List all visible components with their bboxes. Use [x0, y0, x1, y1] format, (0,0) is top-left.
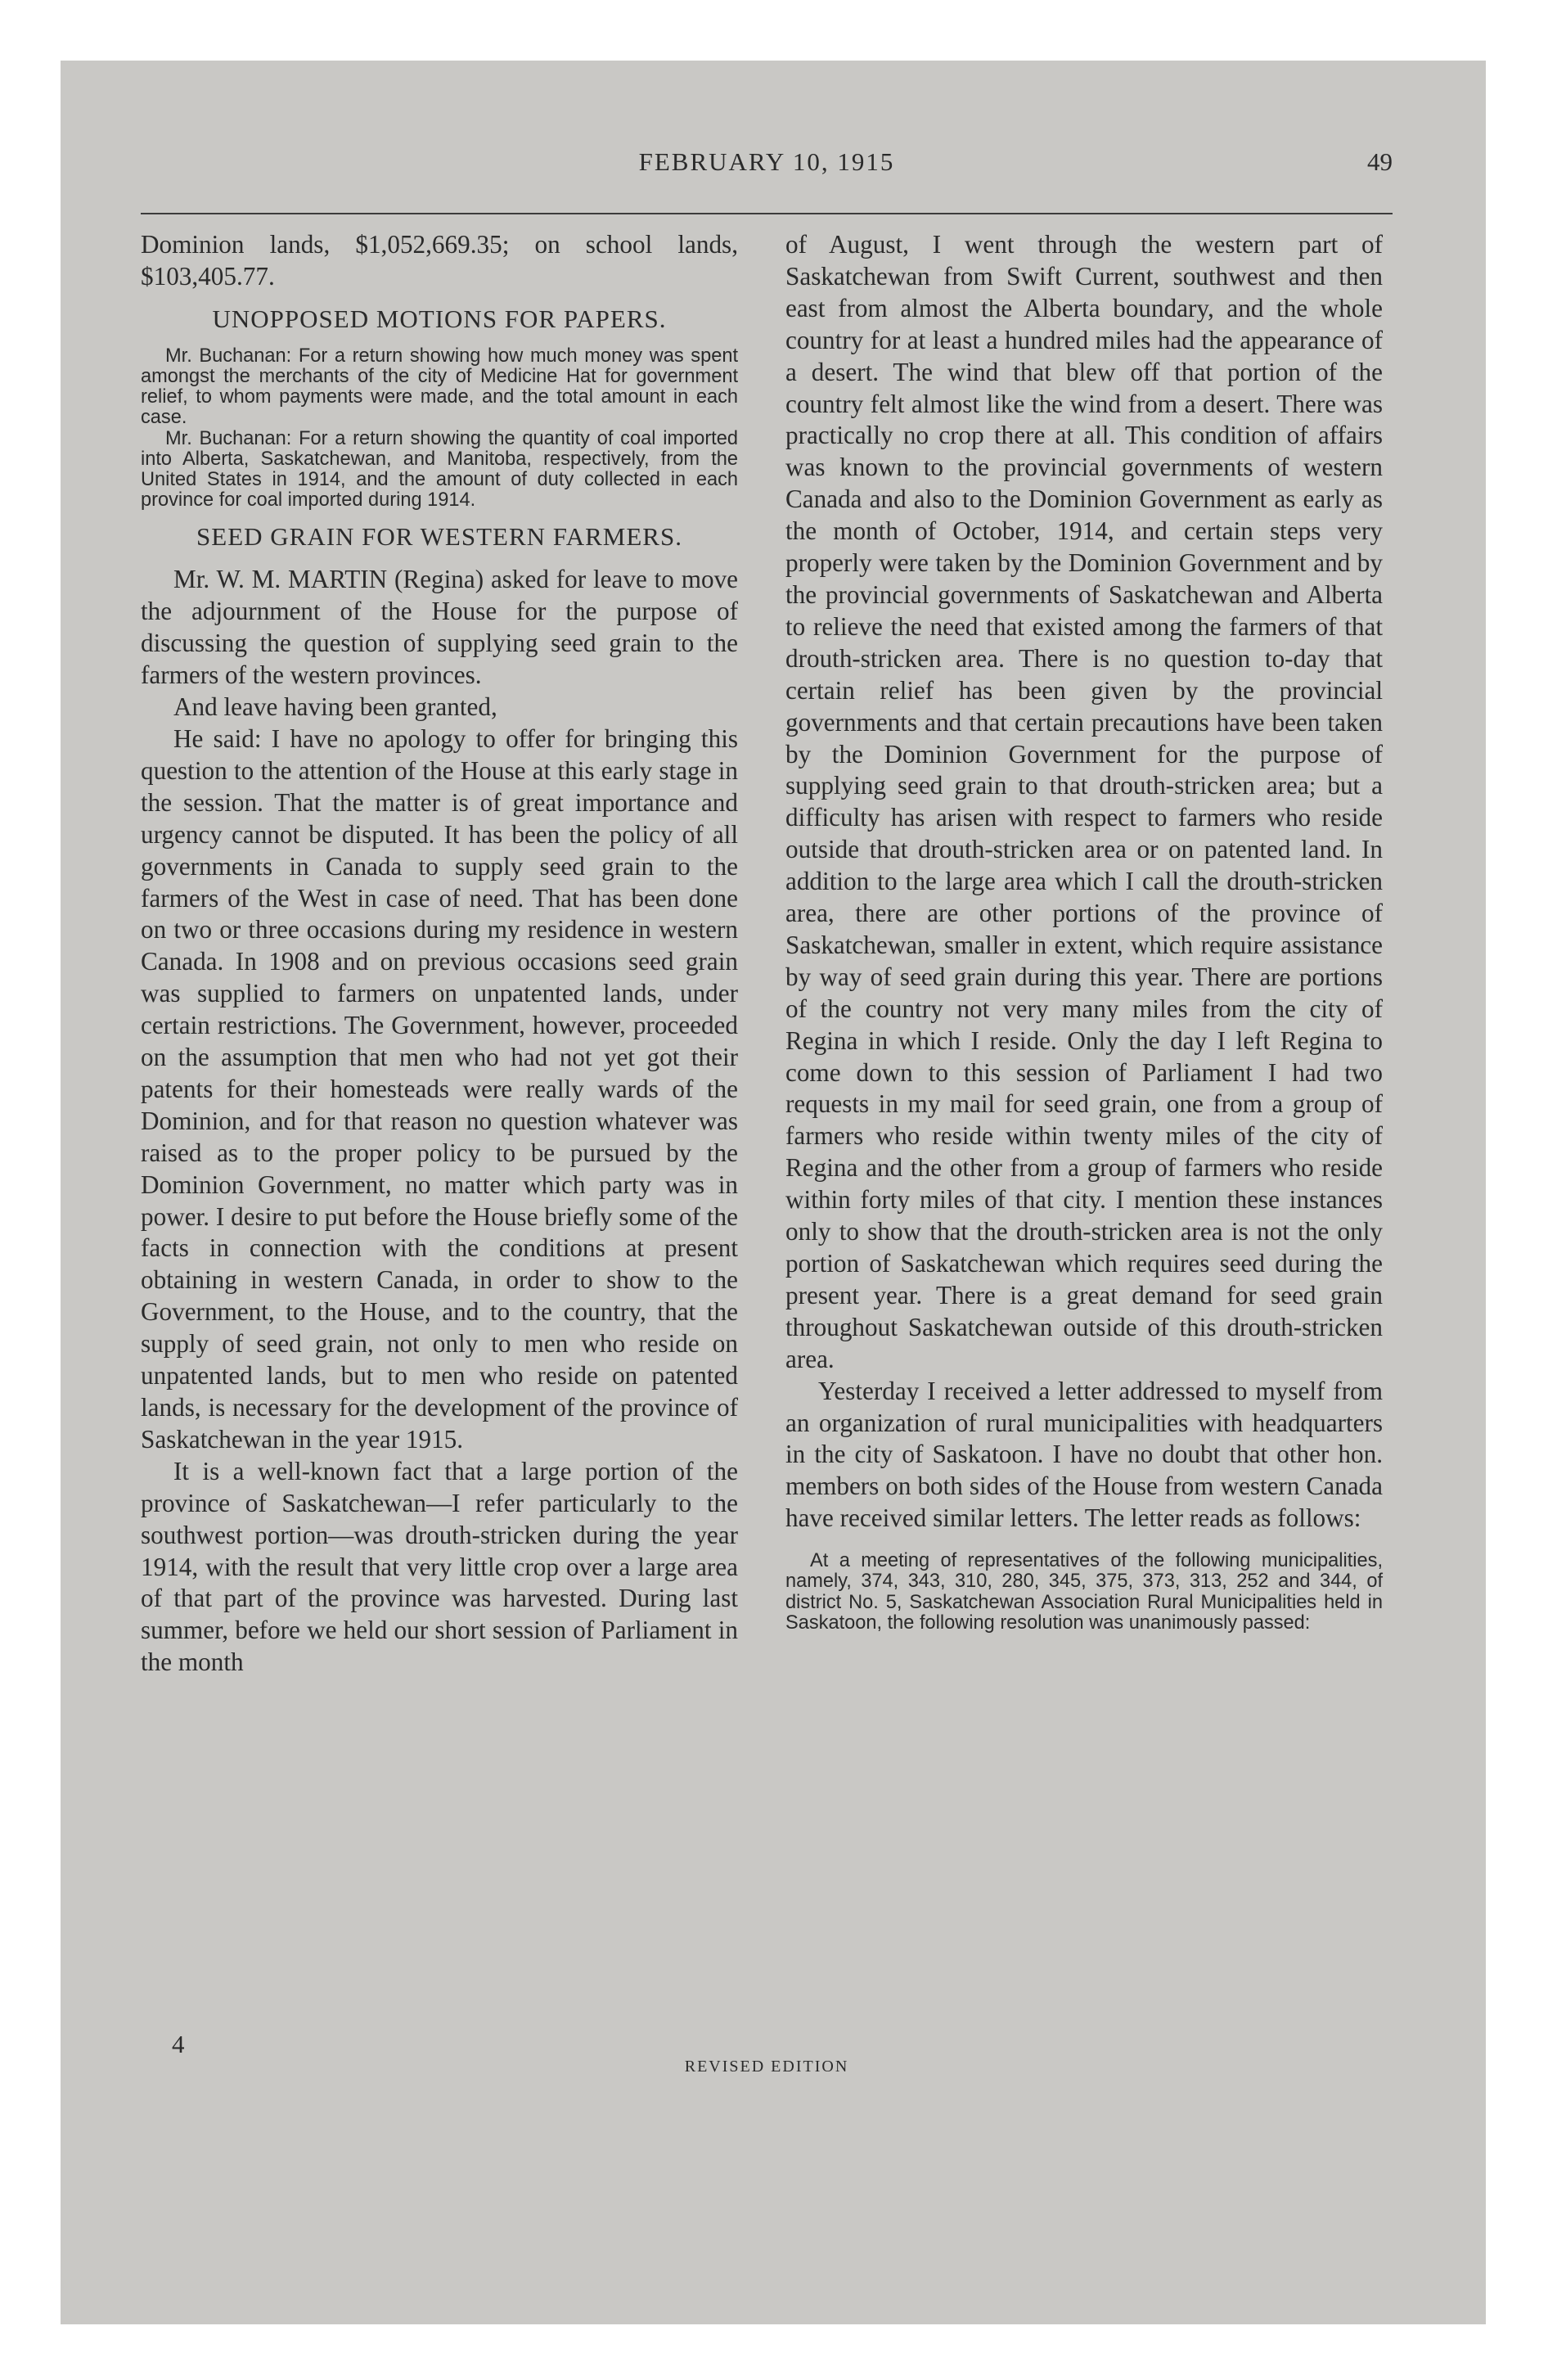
paragraph: Yesterday I received a letter addressed to myself from an organization of rural municipalities with headquarters in the city of Saskatoon. I have no doubt that other hon. members on both sides of the House from western Canada have received similar letters. The letter reads as follows: [785, 1376, 1383, 1533]
motion-text: Mr. Buchanan: For a return showing the quantity of coal imported into Alberta, Saskatchewan, and Manitoba, respectively, from the United States in 1914, and the amount of duty collected in each province for coal imported during 1914. [141, 427, 738, 512]
section-heading: SEED GRAIN FOR WESTERN FARMERS. [196, 522, 682, 552]
paragraph: Mr. W. M. MARTIN (Regina) asked for leave to move the adjournment of the House for the purpose of discussing the question of supplying seed grain to the farmers of the western provinces. [141, 565, 738, 690]
motion-text: Mr. Buchanan: For a return showing how much money was spent amongst the merchants of the city of Medicine Hat for government relief, to whom payments were made, and the total amount in each case. [141, 345, 738, 429]
document-page [141, 137, 1393, 2274]
page-header [141, 147, 1393, 188]
paragraph: of August, I went through the western part of Saskatchewan from Swift Current, southwest and then east from almost the Alberta boundary, and the whole country for at least a hundred miles had the appearance of a desert. The wind that blew off that portion of the country felt almost like the wind from a desert. There was practically no crop there at all. This condition of affairs was known to the provincial governments of western Canada and also to the Dominion Government as early as the month of October, 1914, and certain steps very properly were taken by the Dominion Government and by the provincial governments of Saskatchewan and Alberta to relieve the need that existed among the farmers of that drouth-stricken area. There is no question to-day that certain relief has been given by the provincial governments and that certain precautions have been taken by the Dominion Government for the purpose of supplying seed grain to that drouth-stricken area; but a difficulty has arisen with respect to farmers who reside outside that drouth-stricken area or on patented land. In addition to the large area which I call the drouth-stricken area, there are other portions of the province of Saskatchewan, smaller in extent, which require assistance by way of seed grain during this year. There are portions of the country not very many miles from the city of Regina in which I reside. Only the day I left Regina to come down to this session of Parliament I had two requests in my mail for seed grain, one from a group of farmers who reside within twenty miles of the city of Regina and the other from a group of farmers who reside within forty miles of that city. I mention these instances only to show that the drouth-stricken area is not the only portion of Saskatchewan which requires seed during the present year. There is a great demand for seed grain throughout Saskatchewan outside of this drouth-stricken area. [785, 230, 1383, 1373]
header-rule [141, 213, 1393, 214]
paragraph: He said: I have no apology to offer for bringing this question to the attention of the House at this early stage in the session. That the matter is of great importance and urgency cannot be disputed. It has been the policy of all governments in Canada to supply seed grain to the farmers of the West in case of need. That has been done on two or three occasions during my residence in western Canada. In 1908 and on previous occasions seed grain was supplied to farmers on unpatented lands, under certain restrictions. The Government, however, proceeded on the assumption that men who had not yet got their patents for their homesteads were really wards of the Dominion, and for that reason no question whatever was raised as to the proper policy to be pursued by the Dominion Government, no matter which party was in power. I desire to put before the House briefly some of the facts in connection with the conditions at present obtaining in western Canada, in order to show to the Government, to the House, and to the country, that the supply of seed grain, not only to men who reside on unpatented lands, but to men who reside on patented lands, is necessary for the development of the province of Saskatchewan in the year 1915. [141, 723, 738, 1454]
page-footer: REVISED EDITION [684, 2058, 849, 2076]
quoted-resolution: At a meeting of representatives of the following municipalities, namely, 374, 343, 310, 280, 345, 375, 373, 313, 252 and 344, of district No. 5, Saskatchewan Association Rural Municipalities held in Saskatoon, the following resolution was unanimously passed: [785, 1550, 1383, 1634]
section-heading: UNOPPOSED MOTIONS FOR PAPERS. [212, 304, 667, 333]
signature-mark: 4 [172, 2030, 185, 2058]
paragraph: And leave having been granted, [173, 692, 497, 722]
right-column [785, 229, 1383, 1634]
header-date: FEBRUARY 10, 1915 [638, 147, 895, 176]
paragraph: Dominion lands, $1,052,669.35; on school lands, $103,405.77. [141, 230, 738, 291]
left-column [141, 229, 738, 1679]
paragraph: It is a well-known fact that a large portion of the province of Saskatchewan—I refer particularly to the southwest portion—was drouth-stricken during the year 1914, with the result that very little crop over a large area of that part of the province was harvested. During last summer, before we held our short session of Parliament in the month [141, 1456, 738, 1677]
page-number: 49 [1367, 147, 1393, 176]
